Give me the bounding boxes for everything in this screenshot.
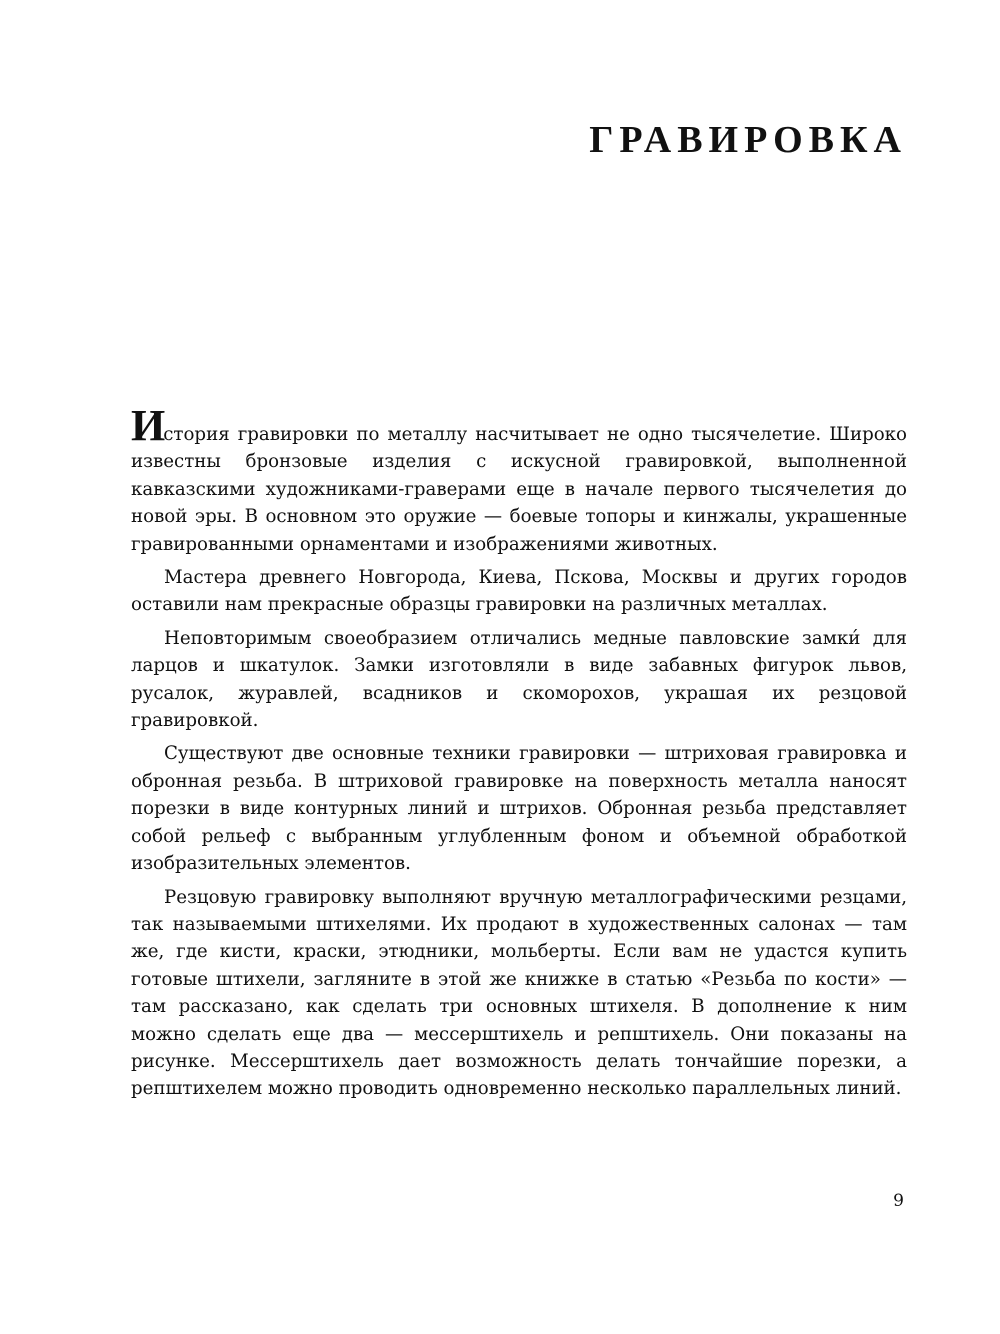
paragraph-4: Существуют две основные техники гравировки — штриховая гравировка и обронная резьба. В штриховой гравировке на поверхность металла наносят порезки в виде контурных линий и штрихов. Обронная резьба представляет собой рельеф с выбранным углубленным фоном и объемной обработкой изобразительных элементов.: [131, 743, 907, 875]
paragraph-2: Мастера древнего Новгорода, Киева, Пскова, Москвы и других городов оставили нам прекрасные образцы гравировки на различных металлах.: [131, 567, 907, 616]
paragraph-1-text: стория гравировки по металлу насчитывает не одно тысячелетие. Широко известны бронзовые изделия с искусной гравировкой, выполненной кавказскими художниками-граверами еще в начале первого тысячелетия до новой эры. В основном это оружие — боевые топоры и кинжалы, украшенные гравированными орнаментами и изображениями животных.: [131, 424, 907, 555]
drop-cap: И: [131, 401, 164, 450]
page-number: 9: [893, 1191, 904, 1211]
body-text: [131, 401, 907, 1109]
paragraph-1: [131, 401, 907, 558]
paragraph-5: Резцовую гравировку выполняют вручную металлографическими резцами, так называемыми штихелями. Их продают в художественных салонах — там же, где кисти, краски, этюдники, мольберты. Если вам не удастся купить готовые штихели, загляните в этой же книжке в статью «Резьба по кости» — там рассказано, как сделать три основных штихеля. В дополнение к ним можно сделать еще два — мессерштихель и репштихель. Они показаны на рисунке. Мессерштихель дает возможность делать тончайшие порезки, а репштихелем можно проводить одновременно несколько параллельных линий.: [131, 886, 907, 1100]
chapter-title: ГРАВИРОВКА: [589, 119, 907, 161]
paragraph-3: Неповторимым своеобразием отличались медные павловские замки́ для ларцов и шкатулок. Замки изготовляли в виде забавных фигурок львов, русалок, журавлей, всадников и скоморохов, украшая их резцовой гравировкой.: [131, 627, 907, 732]
